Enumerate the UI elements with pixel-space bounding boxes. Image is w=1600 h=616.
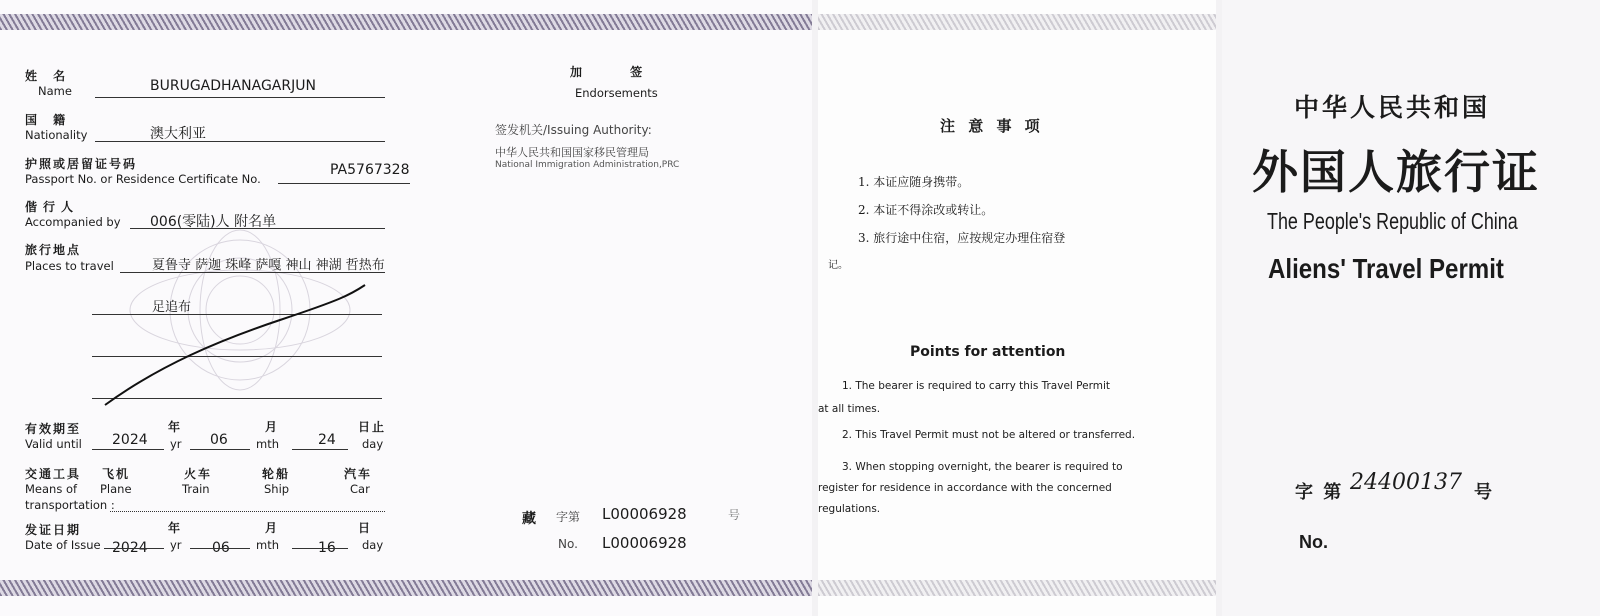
validity-month-underline <box>190 449 250 450</box>
security-border-top <box>818 14 1216 30</box>
places-label-cn: 旅行地点 <box>25 243 82 257</box>
passport-underline <box>278 183 410 184</box>
issuing-authority-cn: 中华人民共和国国家移民管理局 <box>495 146 649 159</box>
issue-month-cn: 月 <box>265 521 284 535</box>
serial-value-2: L00006928 <box>602 534 687 552</box>
serial-prefix: 藏 <box>522 511 536 527</box>
accompanied-label-cn: 偕行人 <box>25 200 80 214</box>
serial-cn-label: 字第 <box>556 510 581 524</box>
ship-label-cn: 轮船 <box>262 467 291 481</box>
ship-label-en: Ship <box>264 482 290 496</box>
cover-serial-suffix: 号 <box>1474 482 1492 503</box>
attention-item-cn-2: 2. 本证不得涂改或转让。 <box>858 203 994 217</box>
nationality-value: 澳大利亚 <box>150 126 206 142</box>
validity-day-value: 24 <box>318 432 336 448</box>
endorsements-label-en: Endorsements <box>575 86 658 100</box>
cover-title-en: Aliens' Travel Permit <box>1268 253 1504 284</box>
serial-suffix: 号 <box>728 508 741 522</box>
transport-underline <box>110 511 385 512</box>
car-label-en: Car <box>350 482 370 496</box>
cover-title-cn: 外国人旅行证 <box>1252 145 1540 199</box>
attention-title-en: Points for attention <box>910 344 1066 360</box>
cover-country-cn: 中华人民共和国 <box>1294 93 1491 122</box>
issue-day-strike <box>292 548 348 549</box>
validity-day-en: day <box>362 437 384 451</box>
accompanied-value: 006(零陆)人 附名单 <box>150 214 277 230</box>
validity-month-cn: 月 <box>265 420 284 434</box>
car-label-cn: 汽车 <box>344 467 373 481</box>
transport-label-en-1: Means of <box>25 482 78 496</box>
validity-year-cn: 年 <box>168 420 187 434</box>
issue-year-en: yr <box>170 538 182 552</box>
validity-month-value: 06 <box>210 432 228 448</box>
passport-label-en: Passport No. or Residence Certificate No. <box>25 172 261 186</box>
pen-strike-mark <box>100 280 380 410</box>
attention-item-en-2: 2. This Travel Permit must not be altered or transferred. <box>842 429 1136 441</box>
plane-label-en: Plane <box>100 482 132 496</box>
issue-label-cn: 发证日期 <box>25 523 82 537</box>
attention-item-en-1-cont: at all times. <box>818 403 881 415</box>
attention-item-en-3: 3. When stopping overnight, the bearer is required to <box>842 461 1123 473</box>
security-border-bottom <box>818 580 1216 596</box>
attention-item-en-3-cont-2: regulations. <box>818 503 881 515</box>
cover-serial-cn-label: 字 第 <box>1295 482 1344 503</box>
issue-month-value: 06 <box>212 540 230 556</box>
nationality-underline <box>95 141 385 142</box>
serial-no-label: No. <box>558 537 578 551</box>
validity-month-en: mth <box>256 437 279 451</box>
security-border-bottom <box>0 580 812 596</box>
accompanied-label-en: Accompanied by <box>25 215 121 229</box>
plane-label-cn: 飞机 <box>102 467 131 481</box>
transport-label-cn: 交通工具 <box>25 467 82 481</box>
cover-no-label: No. <box>1299 532 1328 552</box>
train-label-en: Train <box>182 482 210 496</box>
issue-day-cn: 日 <box>358 521 377 535</box>
nationality-label-en: Nationality <box>25 128 88 142</box>
places-value-line1: 夏鲁寺 萨迦 珠峰 萨嘎 神山 神湖 哲热布 <box>152 258 385 273</box>
issue-year-value: 2024 <box>112 540 148 556</box>
passport-value: PA5767328 <box>330 162 410 178</box>
passport-label-cn: 护照或居留证号码 <box>25 157 138 171</box>
endorsements-label-cn: 加 签 <box>570 65 665 79</box>
accompanied-underline <box>130 228 385 229</box>
transport-label-en-2: transportation : <box>25 498 115 512</box>
name-value: BURUGADHANAGARJUN <box>150 78 316 94</box>
cover-serial-handwritten: 24400137 <box>1350 470 1462 495</box>
permit-cover-page <box>1222 0 1600 616</box>
train-label-cn: 火车 <box>184 467 213 481</box>
issuing-authority-en: National Immigration Administration,PRC <box>495 160 680 170</box>
attention-item-en-3-cont-1: register for residence in accordance with the concerned <box>818 482 1112 494</box>
places-label-en: Places to travel <box>25 259 114 273</box>
issue-day-en: day <box>362 538 384 552</box>
nationality-label-cn: 国 籍 <box>25 113 72 127</box>
issue-year-strike <box>104 548 164 549</box>
issuing-authority-label: 签发机关/Issuing Authority: <box>495 123 652 137</box>
attention-item-cn-3: 3. 旅行途中住宿，应按规定办理住宿登 <box>858 231 1066 245</box>
attention-item-cn-1: 1. 本证应随身携带。 <box>858 175 970 189</box>
name-label-cn: 姓 名 <box>25 69 72 83</box>
validity-year-en: yr <box>170 437 182 451</box>
validity-label-cn: 有效期至 <box>25 422 82 436</box>
issue-label-en: Date of Issue <box>25 538 101 552</box>
name-label-en: Name <box>38 84 72 98</box>
validity-day-cn: 日止 <box>358 420 387 434</box>
security-border-top <box>0 14 812 30</box>
name-underline <box>95 97 385 98</box>
issue-month-en: mth <box>256 538 279 552</box>
attention-page <box>818 0 1216 616</box>
attention-item-en-1: 1. The bearer is required to carry this Travel Permit <box>842 380 1110 392</box>
serial-value-1: L00006928 <box>602 505 687 523</box>
places-value-line2: 足追布 <box>152 300 192 315</box>
validity-year-value: 2024 <box>112 432 148 448</box>
validity-label-en: Valid until <box>25 437 82 451</box>
attention-title-cn: 注 意 事 项 <box>940 117 1044 135</box>
validity-year-underline <box>92 449 164 450</box>
attention-item-cn-3-cont: 记。 <box>828 260 848 271</box>
cover-country-en: The People's Republic of China <box>1267 208 1518 234</box>
issue-month-strike <box>190 548 250 549</box>
issue-year-cn: 年 <box>168 521 187 535</box>
places-underline-1 <box>120 272 385 273</box>
validity-day-underline <box>292 449 348 450</box>
issue-day-value: 16 <box>318 540 336 556</box>
